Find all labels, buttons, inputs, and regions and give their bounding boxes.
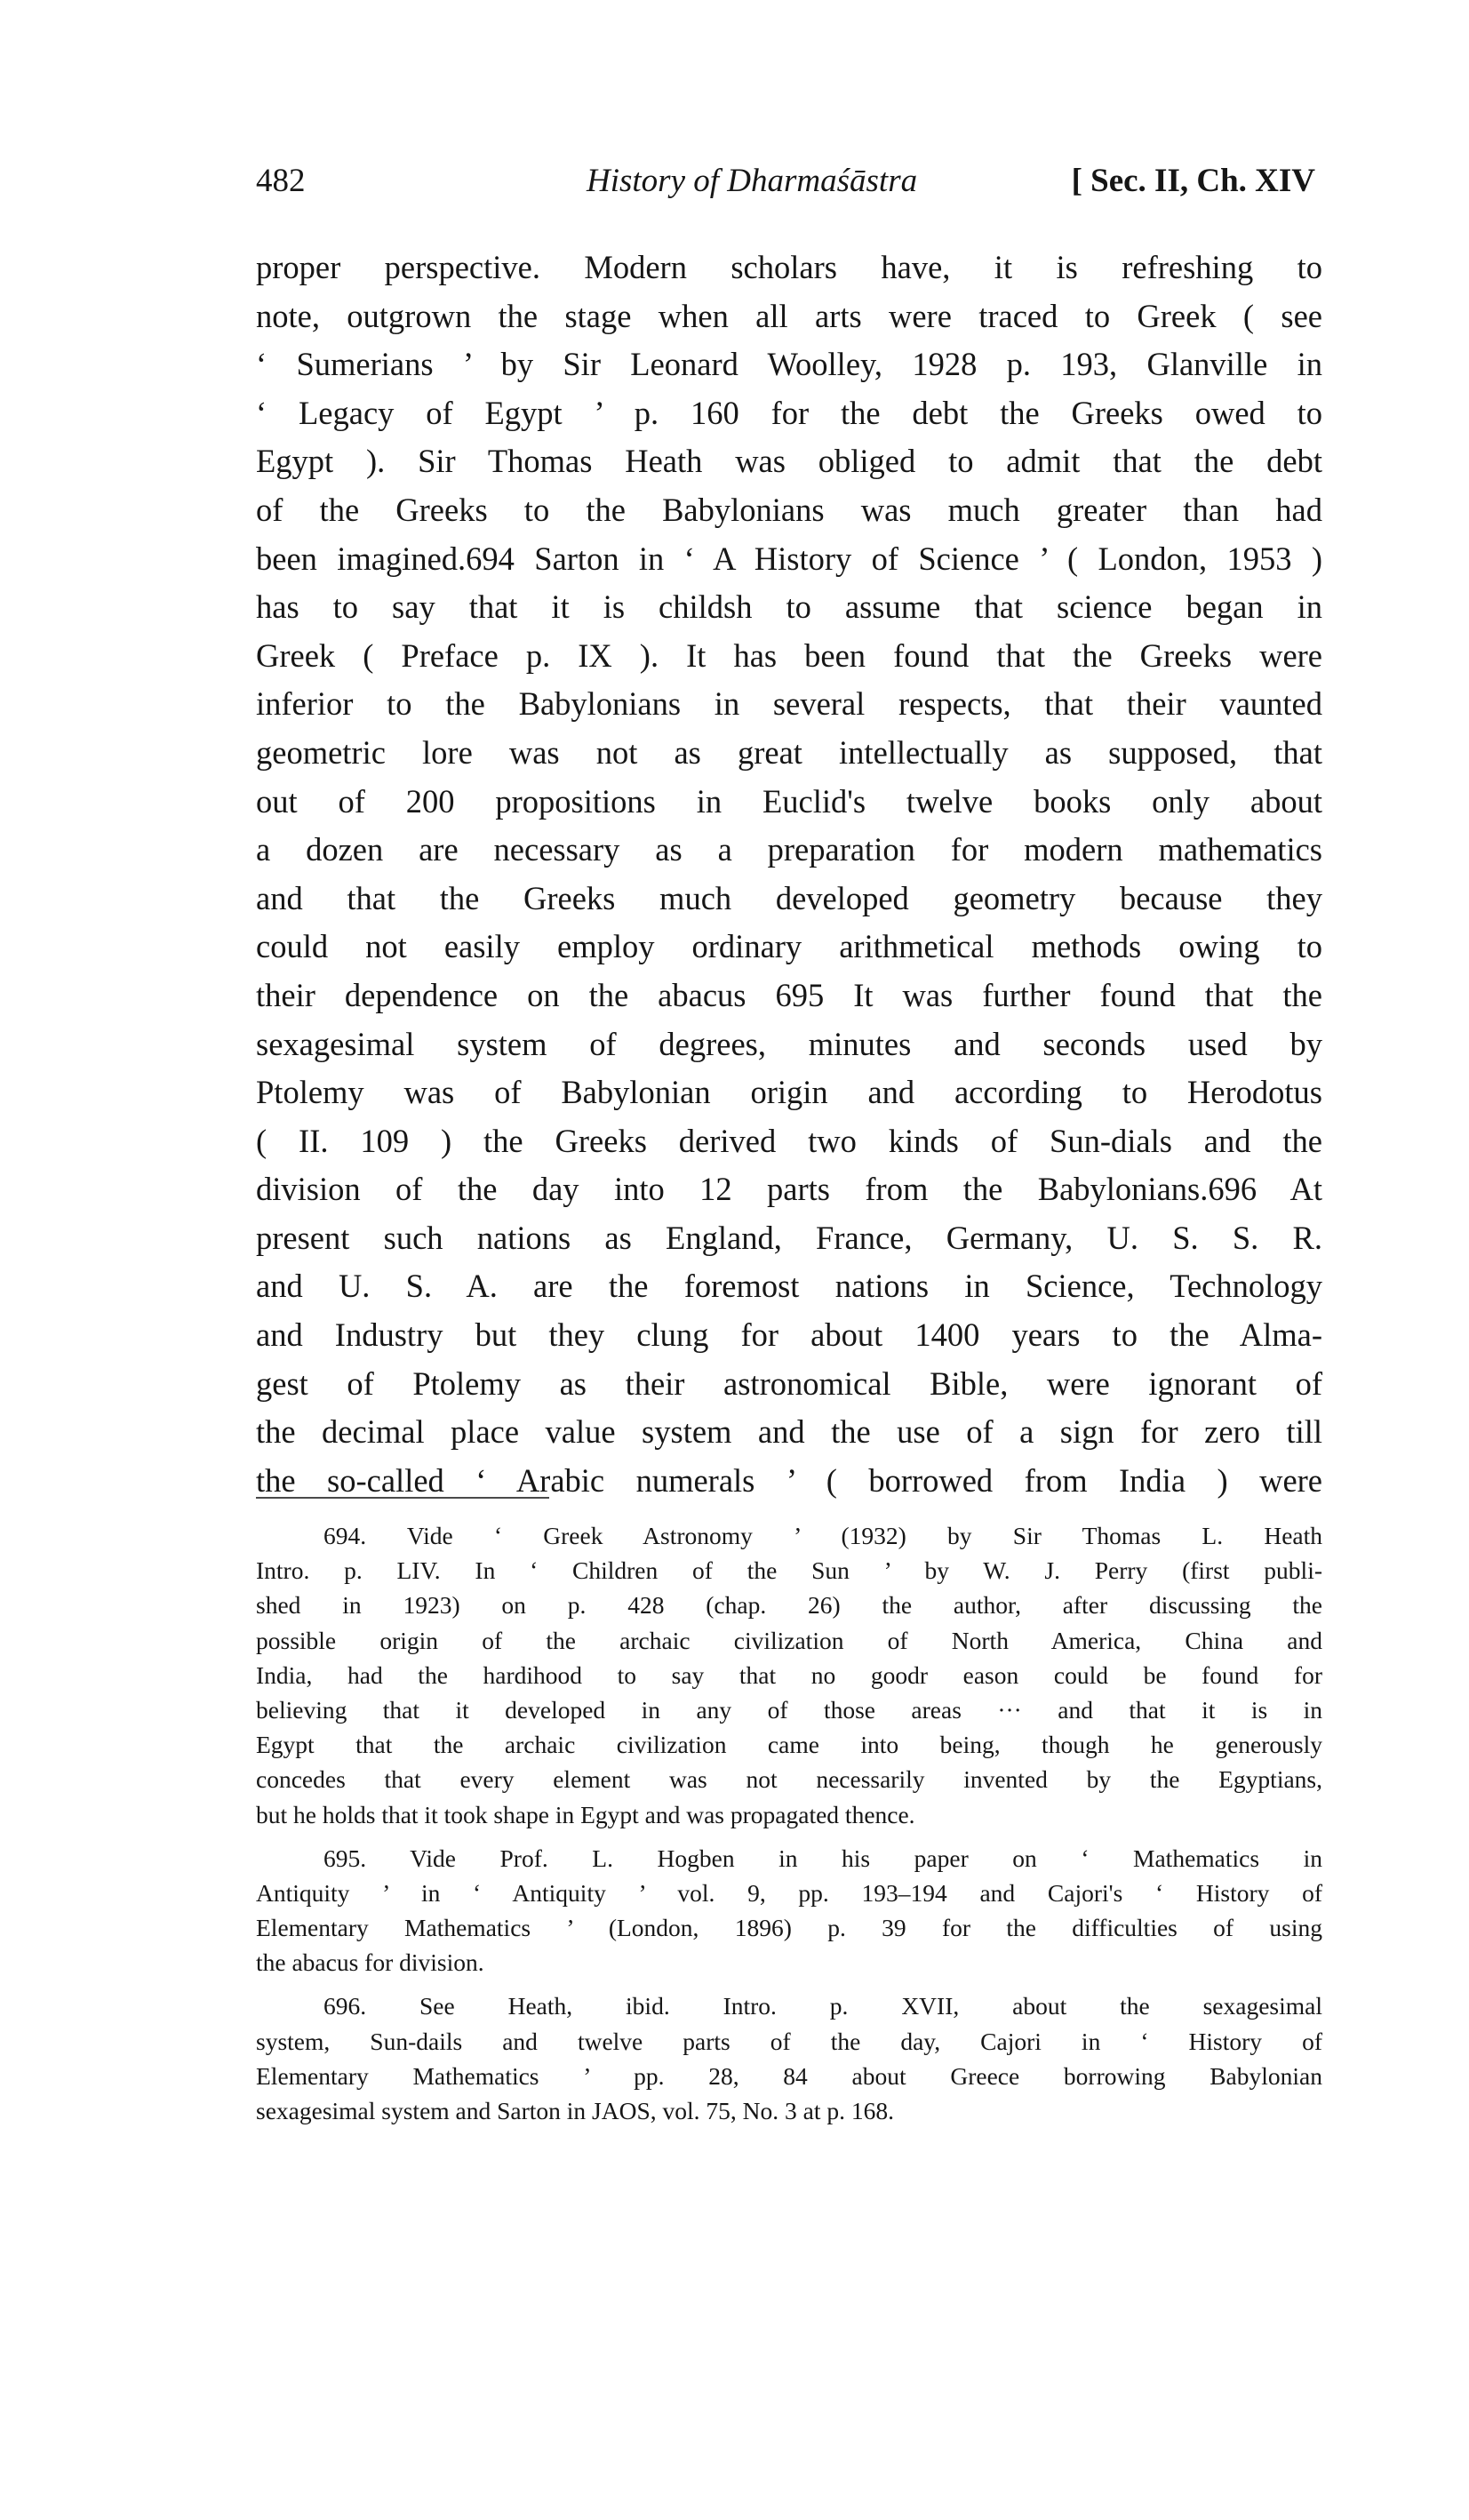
body-line: ( II. 109 ) the Greeks derived two kinds of Sun-dials and the: [256, 1122, 1322, 1159]
body-line: proper perspective. Modern scholars have, it is refreshing to: [256, 249, 1322, 285]
footnote-694: [256, 1518, 1322, 1832]
body-line: gest of Ptolemy as their astronomical Bible, were ignorant of: [256, 1364, 1322, 1402]
section-reference: [ Sec. II, Ch. XIV: [1071, 163, 1315, 199]
footnote-line: Egypt that the archaic civilization came into being, though he generously: [256, 1731, 1322, 1759]
footnote-line: India, had the hardihood to say that no goodr eason could be found for: [256, 1660, 1322, 1689]
body-line: sexagesimal system of degrees, minutes and seconds used by: [256, 1025, 1322, 1062]
body-line: could not easily employ ordinary arithmetical methods owing to: [256, 928, 1322, 965]
footnote-divider: [256, 1497, 549, 1499]
body-line: been imagined.694 Sarton in ‘ A History of Science ’ ( London, 1953 ): [256, 540, 1322, 577]
body-line: Greek ( Preface p. IX ). It has been found that the Greeks were: [256, 636, 1322, 674]
body-line: has to say that it is childsh to assume that science began in: [256, 588, 1322, 626]
body-line: the decimal place value system and the use of a sign for zero till: [256, 1413, 1322, 1451]
body-line: ‘ Legacy of Egypt ’ p. 160 for the debt the Greeks owed to: [256, 394, 1322, 431]
body-line: note, outgrown the stage when all arts were traced to Greek ( see: [256, 297, 1322, 334]
body-text: [256, 244, 1322, 1505]
body-line: and U. S. A. are the foremost nations in Science, Technology: [256, 1268, 1322, 1305]
footnote-line: Elementary Mathematics ’ (London, 1896) p. 39 for the difficulties of using: [256, 1914, 1322, 1942]
footnote-line: possible origin of the archaic civilization of North America, China and: [256, 1626, 1322, 1654]
body-line: division of the day into 12 parts from the Babylonians.696 At: [256, 1171, 1322, 1208]
body-line: a dozen are necessary as a preparation for modern mathematics: [256, 831, 1322, 868]
footnote-line: 696. See Heath, ibid. Intro. p. XVII, about the sexagesimal: [323, 1992, 1322, 2020]
footnote-line: but he holds that it took shape in Egypt and was propagated thence.: [256, 1800, 915, 1828]
body-line: ‘ Sumerians ’ by Sir Leonard Woolley, 1928 p. 193, Glanville in: [256, 346, 1322, 383]
footnote-line: believing that it developed in any of those areas ··· and that it is in: [256, 1695, 1322, 1724]
footnote-696: [256, 1988, 1322, 2128]
body-line: their dependence on the abacus 695 It was further found that the: [256, 976, 1322, 1013]
body-line: the so-called ‘ Arabic numerals ’ ( borrowed from India ) were: [256, 1461, 1322, 1499]
body-line: Ptolemy was of Babylonian origin and according to Herodotus: [256, 1074, 1322, 1111]
body-line: inferior to the Babylonians in several respects, that their vaunted: [256, 685, 1322, 723]
page-number: 482: [256, 163, 306, 199]
body-line: of the Greeks to the Babylonians was much greater than had: [256, 491, 1322, 528]
footnotes: [256, 1518, 1322, 2137]
footnote-line: shed in 1923) on p. 428 (chap. 26) the author, after discussing the: [256, 1591, 1322, 1620]
footnote-line: the abacus for division.: [256, 1948, 484, 1977]
footnote-line: 694. Vide ‘ Greek Astronomy ’ (1932) by Sir Thomas L. Heath: [323, 1522, 1322, 1549]
footnote-line: Antiquity ’ in ‘ Antiquity ’ vol. 9, pp. 193–194 and Cajori's ‘ History of: [256, 1878, 1322, 1907]
body-line: and that the Greeks much developed geometry because they: [256, 879, 1322, 916]
footnote-line: 695. Vide Prof. L. Hogben in his paper on ‘ Mathematics in: [323, 1844, 1322, 1872]
footnote-line: sexagesimal system and Sarton in JAOS, vol. 75, No. 3 at p. 168.: [256, 2097, 894, 2124]
footnote-695: [256, 1841, 1322, 1980]
footnote-line: Elementary Mathematics ’ pp. 28, 84 about Greece borrowing Babylonian: [256, 2061, 1322, 2090]
page-header: [256, 162, 1315, 215]
body-line: geometric lore was not as great intellectually as supposed, that: [256, 733, 1322, 771]
footnote-line: system, Sun-dails and twelve parts of the day, Cajori in ‘ History of: [256, 2027, 1322, 2055]
body-line: Egypt ). Sir Thomas Heath was obliged to admit that the debt: [256, 443, 1322, 480]
body-line: out of 200 propositions in Euclid's twelve books only about: [256, 782, 1322, 820]
running-title: History of Dharmaśāstra: [587, 163, 918, 199]
body-line: and Industry but they clung for about 1400 years to the Alma-: [256, 1316, 1322, 1354]
footnote-line: concedes that every element was not necessarily invented by the Egyptians,: [256, 1765, 1322, 1794]
body-line: present such nations as England, France, Germany, U. S. S. R.: [256, 1219, 1322, 1256]
footnote-line: Intro. p. LIV. In ‘ Children of the Sun ’ by W. J. Perry (first publi-: [256, 1556, 1322, 1585]
